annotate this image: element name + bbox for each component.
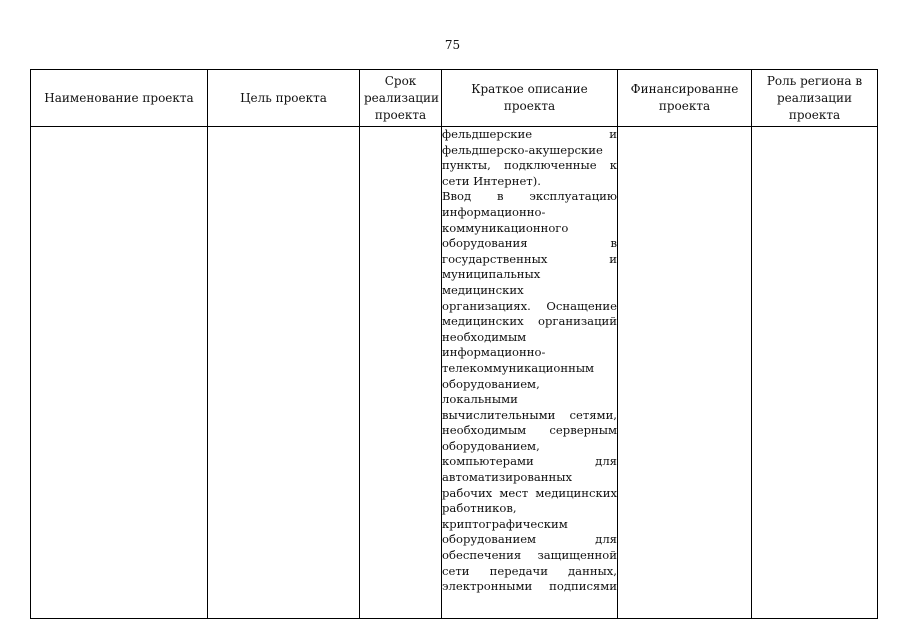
description-line: медицинских организаций [442, 314, 617, 329]
cell-project-goal [208, 127, 360, 619]
description-line: сети Интернет). [442, 173, 541, 188]
description-line: рабочих мест медицинских [442, 485, 617, 500]
description-line: информационно- [442, 204, 546, 219]
description-line: работников, [442, 501, 517, 516]
description-line: необходимым [442, 329, 527, 344]
header-project-goal: Цель проекта [208, 70, 360, 127]
description-line: телекоммуникационным [442, 360, 595, 375]
table-header-row [31, 70, 878, 127]
header-project-name: Наименование проекта [31, 70, 208, 127]
description-line: оборудования в [442, 236, 617, 251]
description-line: фельдшерско-акушерские [442, 142, 603, 157]
description-line: автоматизированных [442, 470, 573, 485]
description-line: оборудованием для [442, 532, 617, 547]
cell-project-financing [618, 127, 752, 619]
description-line: сети передачи данных, [442, 563, 617, 578]
description-line: коммуникационного [442, 220, 569, 235]
header-project-description: Краткое описание проекта [442, 70, 618, 127]
description-line: электронными подписями [442, 579, 617, 594]
description-line: локальными [442, 392, 518, 407]
description-line: фельдшерские и [442, 127, 617, 141]
description-line: медицинских [442, 282, 524, 297]
description-line: оборудованием, [442, 438, 540, 453]
cell-project-description [442, 127, 618, 619]
description-line: муниципальных [442, 267, 541, 282]
description-line: оборудованием, [442, 376, 540, 391]
description-line: вычислительными сетями, [442, 407, 617, 422]
description-line: Ввод в эксплуатацию [442, 189, 617, 204]
description-line: компьютерами для [442, 454, 617, 469]
cell-project-term [360, 127, 442, 619]
page-number: 75 [444, 38, 461, 52]
header-region-role: Роль региона в реализации проекта [752, 70, 878, 127]
description-line: пункты, подключенные к [442, 158, 617, 173]
description-line: криптографическим [442, 516, 568, 531]
description-line: организациях. Оснащение [442, 298, 617, 313]
description-line: государственных и [442, 251, 617, 266]
description-line: информационно- [442, 345, 546, 360]
description-line: обеспечения защищенной [442, 548, 617, 563]
cell-project-name [31, 127, 208, 619]
header-project-term: Срок реализации проекта [360, 70, 442, 127]
description-line: необходимым серверным [442, 423, 617, 438]
cell-region-role [752, 127, 878, 619]
header-project-financing: Финансированне проекта [618, 70, 752, 127]
table-row [31, 127, 878, 619]
project-table [30, 69, 878, 619]
